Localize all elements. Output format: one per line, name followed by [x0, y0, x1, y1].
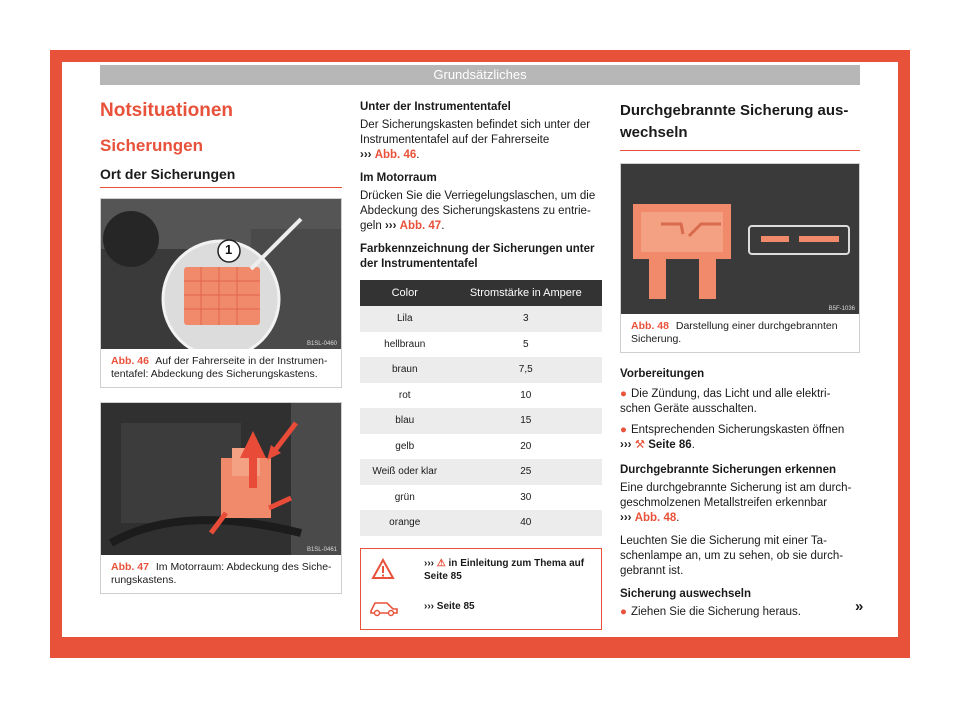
figure-ref-link[interactable]: Abb. 47 [399, 220, 442, 232]
note-text[interactable]: in Einleitung zum Thema auf Seite 85 [424, 557, 585, 582]
cell-ampere: 30 [450, 485, 603, 511]
warning-small-icon: ⚠ [436, 557, 446, 569]
figure-caption [101, 555, 341, 593]
ref-arrows: ››› [384, 220, 397, 232]
figure-code: B1SL-0461 [306, 547, 337, 553]
subtitle: Sicherungen [100, 136, 203, 155]
car-damage-icon [369, 595, 399, 617]
heading-detect: Durchgebrannte Sicherungen erkennen [620, 464, 836, 476]
car-damage-small-icon: ⚒ [634, 439, 646, 451]
table-row [360, 459, 602, 485]
table-row [360, 408, 602, 434]
cell-ampere: 20 [450, 434, 603, 460]
figure-ref-link[interactable]: Abb. 48 [634, 512, 677, 524]
fuse-drawing [621, 164, 859, 314]
table-row [360, 357, 602, 383]
caption-text: Im Motorraum: Abdeckung des Siche-rungskastens. [111, 561, 332, 586]
paragraph-text: Drücken Sie die Verriegelungslaschen, um die Abdeckung des Sicherungskastens zu entrie-geln [360, 190, 596, 232]
cell-ampere: 3 [450, 306, 603, 332]
cell-ampere: 40 [450, 510, 603, 536]
chapter-title: Notsituationen [100, 100, 233, 121]
column-header: Color [360, 280, 450, 306]
bullet-icon: ● [620, 388, 627, 400]
fuse-color-table [360, 280, 602, 536]
paragraph-text: Der Sicherungskasten befindet sich unter der Instrumententafel auf der Fahrerseite [360, 119, 591, 146]
figure-47 [100, 402, 342, 594]
table-row [360, 383, 602, 409]
note-damage[interactable]: ››› Seite 85 [424, 600, 475, 612]
table-row [360, 306, 602, 332]
page-number: 37 [873, 617, 885, 628]
heading-replace: Sicherung auswechseln [620, 588, 752, 600]
note-warning [424, 557, 594, 583]
continue-arrow: » [855, 598, 864, 615]
table-header-row [360, 280, 602, 306]
caption-text: Auf der Fahrerseite in der Instrumen-tentafel: Abdeckung des Sicherungskastens. [111, 355, 328, 380]
list-item [620, 605, 860, 620]
blown-fuse-illustration [621, 164, 859, 314]
heading-preparation: Vorbereitungen [620, 368, 705, 380]
bullet-icon: ● [620, 606, 627, 618]
paragraph-text: Eine durchgebrannte Sicherung ist am durch-geschmolzenen Metallstreifen erkennbar [620, 482, 852, 509]
cell-color: hellbraun [360, 332, 450, 358]
heading-color-code: Farbkennzeichnung der Sicherungen unter der Instrumententafel [360, 243, 595, 270]
cell-ampere: 7,5 [450, 357, 603, 383]
cell-color: braun [360, 357, 450, 383]
list-text: Die Zündung, das Licht und alle elektri-schen Geräte ausschalten. [620, 388, 831, 415]
paragraph: Eine durchgebrannte Sicherung ist am durch-geschmolzenen Metallstreifen erkennbar ››› Abb. 48. [620, 482, 852, 524]
section-heading: Durchgebrannte Sicherung aus-wechseln [620, 100, 860, 151]
table-row [360, 332, 602, 358]
figure-ref-link[interactable]: Abb. 46 [374, 149, 417, 161]
page-ref-link[interactable]: Seite 86 [648, 439, 692, 451]
warning-triangle-icon [371, 558, 395, 580]
ref-arrows: ››› [424, 557, 434, 569]
cell-color: Weiß oder klar [360, 459, 450, 485]
cell-ampere: 5 [450, 332, 603, 358]
cell-color: rot [360, 383, 450, 409]
column-middle [360, 100, 602, 630]
ref-arrows: ››› [620, 512, 632, 524]
ref-arrows: ››› [360, 149, 372, 161]
table-row [360, 485, 602, 511]
caption-text: Darstellung einer durchgebrannten Sicherung. [631, 320, 838, 345]
cell-color: grün [360, 485, 450, 511]
callout-number: 1 [225, 242, 233, 257]
cell-ampere: 15 [450, 408, 603, 434]
cell-color: blau [360, 408, 450, 434]
paragraph: Der Sicherungskasten befindet sich unter der Instrumententafel auf der Fahrerseite ››› Abb. 46. [360, 119, 591, 161]
figure-label: Abb. 47 [111, 561, 149, 573]
section-heading: Ort der Sicherungen [100, 166, 342, 188]
engine-fuse-photo [101, 403, 341, 555]
cell-ampere: 25 [450, 459, 603, 485]
paragraph: Leuchten Sie die Sicherung mit einer Ta-schenlampe an, um zu sehen, ob sie durch-gebrannt ist. [620, 535, 844, 577]
cell-color: Lila [360, 306, 450, 332]
list-item: ● Entsprechenden Sicherungskasten öffnen ››› ⚒ Seite 86. [620, 424, 845, 451]
paragraph: Drücken Sie die Verriegelungslaschen, um die Abdeckung des Sicherungskastens zu entrie-geln ››› Abb. 47. [360, 190, 596, 232]
bullet-icon: ● [620, 424, 627, 436]
ref-arrows: ››› [620, 439, 632, 451]
column-left [100, 100, 342, 594]
heading-engine-bay: Im Motorraum [360, 172, 437, 184]
table-row [360, 434, 602, 460]
column-header: Stromstärke in Ampere [450, 280, 603, 306]
list-item [620, 387, 860, 417]
figure-code: B5F-1036 [828, 306, 855, 312]
figure-label: Abb. 48 [631, 320, 669, 332]
cell-color: orange [360, 510, 450, 536]
column-right [620, 100, 860, 626]
running-header: Grundsätzliches [100, 65, 860, 85]
figure-48 [620, 163, 860, 353]
dashboard-fuse-photo [101, 199, 341, 349]
safety-notes-box [360, 548, 602, 630]
heading-instrument-panel: Unter der Instrumententafel [360, 101, 511, 113]
cell-color: gelb [360, 434, 450, 460]
dashboard-illustration [101, 199, 341, 349]
list-text: Ziehen Sie die Sicherung heraus. [630, 606, 802, 618]
table-row [360, 510, 602, 536]
figure-caption [621, 314, 859, 352]
engine-bay-illustration [101, 403, 341, 555]
cell-ampere: 10 [450, 383, 603, 409]
figure-46 [100, 198, 342, 388]
figure-caption [101, 349, 341, 387]
figure-code: B1SL-0460 [306, 341, 337, 347]
figure-label: Abb. 46 [111, 355, 149, 367]
instructions [620, 367, 860, 620]
list-text: Entsprechenden Sicherungskasten öffnen [630, 424, 845, 436]
